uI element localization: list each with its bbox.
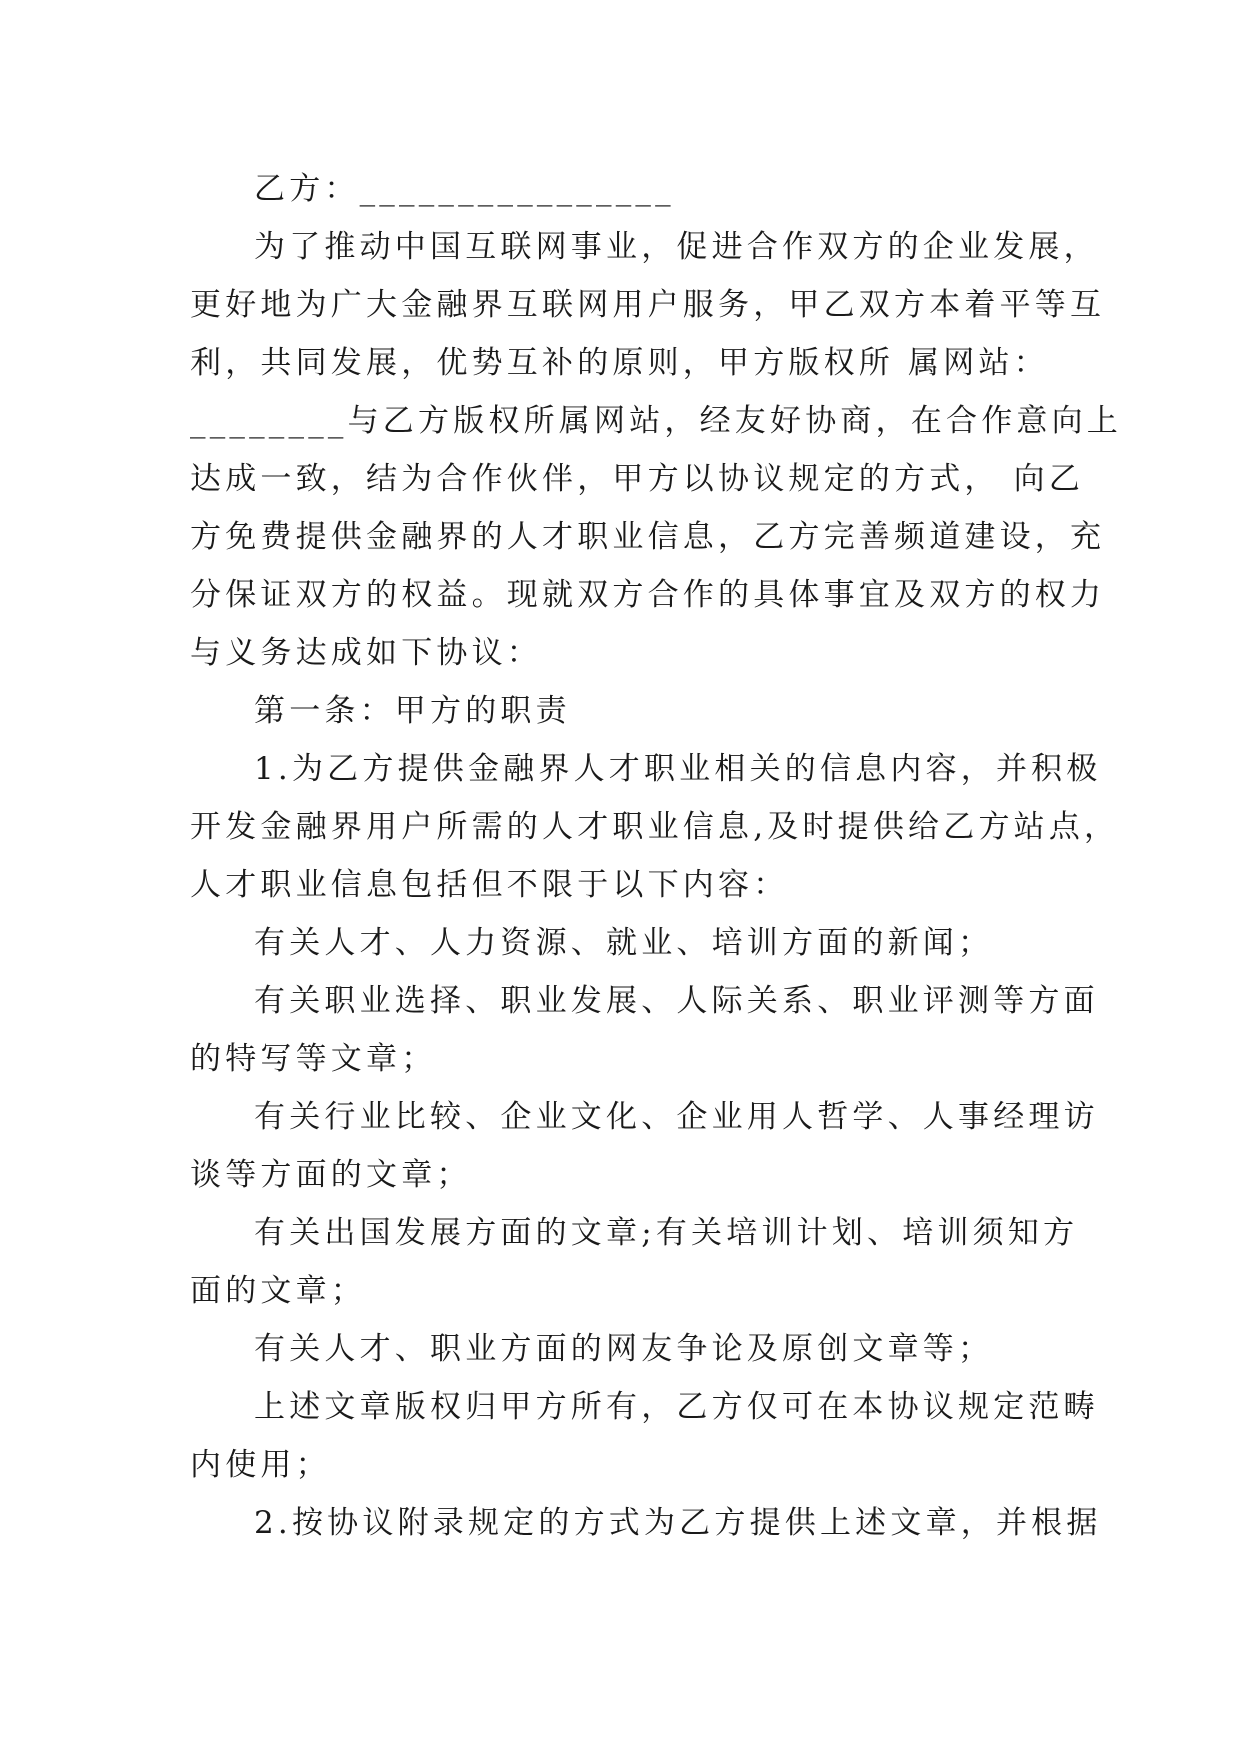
list-item-career-2: 的特写等文章； [190, 1041, 437, 1077]
line-intro-2: 更好地为广大金融界互联网用户服务，甲乙双方本着平等互 [190, 287, 1106, 323]
document-body [190, 160, 1122, 1552]
line-intro-5: 达成一致，结为合作伙伴，甲方以协议规定的方式， 向乙 [190, 461, 1085, 497]
line-intro-1: 为了推动中国互联网事业，促进合作双方的企业发展， [254, 229, 1099, 265]
copyright-line-2: 内使用； [190, 1447, 331, 1483]
list-item-discussion: 有关人才、职业方面的网友争论及原创文章等； [254, 1331, 994, 1367]
list-item-career-1: 有关职业选择、职业发展、人际关系、职业评测等方面 [254, 983, 1099, 1019]
clause-1-line-2: 开发金融界用户所需的人才职业信息,及时提供给乙方站点， [190, 809, 1120, 845]
line-intro-8: 与义务达成如下协议： [190, 635, 542, 671]
clause-2-line-1: 2.按协议附录规定的方式为乙方提供上述文章，并根据 [254, 1505, 1102, 1541]
clause-1-line-1: 1.为乙方提供金融界人才职业相关的信息内容，并积极 [254, 751, 1102, 787]
article-one-heading: 第一条：甲方的职责 [254, 693, 571, 729]
list-item-abroad-1: 有关出国发展方面的文章;有关培训计划、培训须知方 [254, 1215, 1079, 1251]
clause-1-line-3: 人才职业信息包括但不限于以下内容： [190, 867, 789, 903]
line-intro-3: 利，共同发展，优势互补的原则，甲方版权所 属网站： [190, 345, 1049, 381]
line-intro-6: 方免费提供金融界的人才职业信息，乙方完善频道建设，充 [190, 519, 1106, 555]
list-item-abroad-2: 面的文章； [190, 1273, 366, 1309]
line-party-b: 乙方：________________ [254, 171, 675, 207]
line-intro-7: 分保证双方的权益。现就双方合作的具体事宜及双方的权力 [190, 577, 1106, 613]
list-item-news: 有关人才、人力资源、就业、培训方面的新闻； [254, 925, 994, 961]
copyright-line-1: 上述文章版权归甲方所有，乙方仅可在本协议规定范畴 [254, 1389, 1099, 1425]
list-item-industry-2: 谈等方面的文章； [190, 1157, 472, 1193]
line-intro-4: ________与乙方版权所属网站，经友好协商，在合作意向上 [190, 403, 1122, 439]
list-item-industry-1: 有关行业比较、企业文化、企业用人哲学、人事经理访 [254, 1099, 1099, 1135]
